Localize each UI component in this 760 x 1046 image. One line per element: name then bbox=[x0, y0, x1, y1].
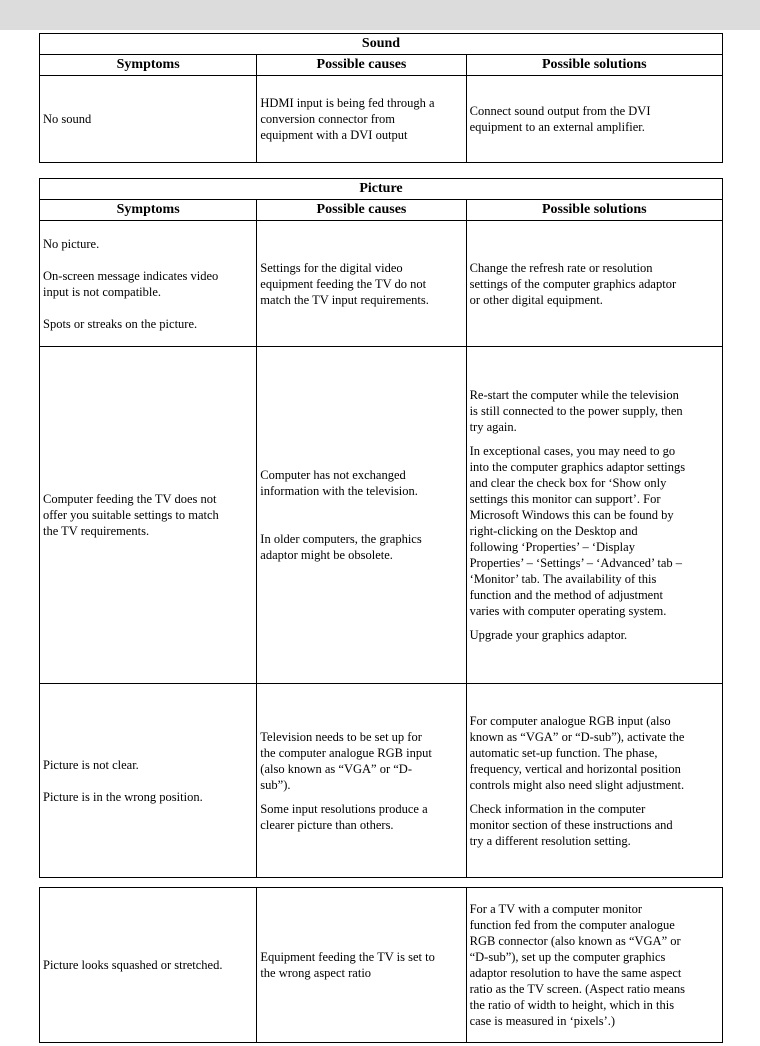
solution-line: varies with computer operating system. bbox=[469, 604, 667, 618]
header-solutions: Possible solutions bbox=[466, 200, 722, 221]
solution-line: try again. bbox=[469, 420, 517, 434]
cause-line: the wrong aspect ratio bbox=[260, 966, 372, 980]
symptom-text: On-screen message indicates video bbox=[43, 268, 219, 283]
header-causes: Possible causes bbox=[257, 55, 466, 76]
cause-line: In older computers, the graphics bbox=[260, 532, 422, 546]
solution-cell bbox=[466, 888, 722, 1043]
solution-line: “D-sub”), set up the computer graphics bbox=[469, 950, 666, 964]
solution-line: Upgrade your graphics adaptor. bbox=[469, 628, 628, 642]
solution-line: settings of the computer graphics adaptor bbox=[469, 276, 677, 291]
cause-cell bbox=[257, 221, 466, 347]
solution-line: the ratio of width to height, which in this bbox=[469, 998, 675, 1012]
solution-cell bbox=[466, 76, 722, 163]
picture-table bbox=[39, 178, 723, 878]
symptom-text: Picture looks squashed or stretched. bbox=[43, 958, 223, 972]
solution-line: function fed from the computer analogue bbox=[469, 918, 675, 932]
cause-line: sub”). bbox=[260, 777, 291, 792]
solution-line: automatic set-up function. The phase, bbox=[469, 745, 658, 760]
solution-line: is still connected to the power supply, then bbox=[469, 404, 683, 418]
symptom-text: Picture is not clear. bbox=[43, 757, 139, 772]
header-symptoms: Symptoms bbox=[40, 55, 257, 76]
symptom-cell bbox=[40, 347, 257, 684]
symptom-text: input is not compatible. bbox=[43, 284, 162, 299]
sound-title: Sound bbox=[40, 34, 723, 55]
symptom-cell bbox=[40, 888, 257, 1043]
header-causes: Possible causes bbox=[257, 200, 466, 221]
cause-line: clearer picture than others. bbox=[260, 817, 394, 832]
table-row bbox=[40, 347, 723, 684]
cause-line: the computer analogue RGB input bbox=[260, 745, 432, 760]
cause-line: information with the television. bbox=[260, 484, 418, 498]
cause-line: conversion connector from bbox=[260, 112, 395, 126]
solution-line: settings this monitor can support’. For bbox=[469, 492, 661, 506]
solution-line: frequency, vertical and horizontal position bbox=[469, 761, 681, 776]
solution-line: For computer analogue RGB input (also bbox=[469, 713, 671, 728]
solution-line: known as “VGA” or “D-sub”), activate the bbox=[469, 729, 685, 744]
symptom-cell bbox=[40, 76, 257, 163]
cause-cell bbox=[257, 347, 466, 684]
symptom-cell bbox=[40, 684, 257, 878]
symptom-text: No sound bbox=[43, 112, 92, 126]
solution-line: Change the refresh rate or resolution bbox=[469, 260, 653, 275]
symptom-text: Picture is in the wrong position. bbox=[43, 789, 203, 804]
solution-line: In exceptional cases, you may need to go bbox=[469, 444, 676, 458]
cause-line: match the TV input requirements. bbox=[260, 292, 429, 307]
symptom-text: Computer feeding the TV does not bbox=[43, 492, 217, 506]
solution-cell bbox=[466, 684, 722, 878]
cause-cell bbox=[257, 76, 466, 163]
solution-line: Connect sound output from the DVI bbox=[469, 104, 651, 118]
solution-cell bbox=[466, 347, 722, 684]
table-row bbox=[40, 888, 723, 1043]
solution-line: RGB connector (also known as “VGA” or bbox=[469, 934, 681, 948]
solution-line: Properties’ – ‘Settings’ – ‘Advanced’ tab – bbox=[469, 556, 683, 570]
solution-cell bbox=[466, 221, 722, 347]
cause-line: equipment with a DVI output bbox=[260, 128, 408, 142]
table-row bbox=[40, 684, 723, 878]
solution-line: case is measured in ‘pixels’.) bbox=[469, 1014, 616, 1028]
solution-line: and clear the check box for ‘Show only bbox=[469, 476, 667, 490]
cause-line: Some input resolutions produce a bbox=[260, 801, 428, 816]
solution-line: function and the method of adjustment bbox=[469, 588, 663, 602]
cause-line: Television needs to be set up for bbox=[260, 729, 422, 744]
table-row bbox=[40, 221, 723, 347]
picture-title: Picture bbox=[40, 179, 723, 200]
viewer-toolbar bbox=[0, 0, 760, 30]
symptom-text: offer you suitable settings to match bbox=[43, 508, 219, 522]
symptom-text: No picture. bbox=[43, 236, 100, 251]
cause-cell bbox=[257, 888, 466, 1043]
solution-line: ‘Monitor’ tab. The availability of this bbox=[469, 572, 657, 586]
table-row bbox=[40, 76, 723, 163]
cause-line: Settings for the digital video bbox=[260, 260, 403, 275]
cause-line: (also known as “VGA” or “D- bbox=[260, 761, 412, 776]
solution-line: Re-start the computer while the television bbox=[469, 388, 679, 402]
solution-line: adaptor resolution to have the same aspect bbox=[469, 966, 682, 980]
symptom-text: the TV requirements. bbox=[43, 524, 150, 538]
solution-line: controls might also need slight adjustment. bbox=[469, 777, 685, 792]
solution-line: ratio as the TV screen. (Aspect ratio means bbox=[469, 982, 686, 996]
cause-line: adaptor might be obsolete. bbox=[260, 548, 393, 562]
solution-line: try a different resolution setting. bbox=[469, 833, 631, 848]
solution-line: equipment to an external amplifier. bbox=[469, 120, 645, 134]
solution-line: into the computer graphics adaptor settings bbox=[469, 460, 686, 474]
header-symptoms: Symptoms bbox=[40, 200, 257, 221]
solution-line: following ‘Properties’ – ‘Display bbox=[469, 540, 635, 554]
solution-line: or other digital equipment. bbox=[469, 292, 603, 307]
solution-line: monitor section of these instructions and bbox=[469, 817, 673, 832]
cause-line: Equipment feeding the TV is set to bbox=[260, 950, 435, 964]
solution-line: For a TV with a computer monitor bbox=[469, 902, 643, 916]
solution-line: right-clicking on the Desktop and bbox=[469, 524, 638, 538]
cause-cell bbox=[257, 684, 466, 878]
cause-line: Computer has not exchanged bbox=[260, 468, 406, 482]
header-solutions: Possible solutions bbox=[466, 55, 722, 76]
sound-table bbox=[39, 33, 723, 163]
solution-line: Check information in the computer bbox=[469, 801, 646, 816]
symptom-text: Spots or streaks on the picture. bbox=[43, 316, 198, 331]
solution-line: Microsoft Windows this can be found by bbox=[469, 508, 674, 522]
aspect-table bbox=[39, 887, 723, 1043]
symptom-cell bbox=[40, 221, 257, 347]
cause-line: equipment feeding the TV do not bbox=[260, 276, 427, 291]
cause-line: HDMI input is being fed through a bbox=[260, 96, 435, 110]
